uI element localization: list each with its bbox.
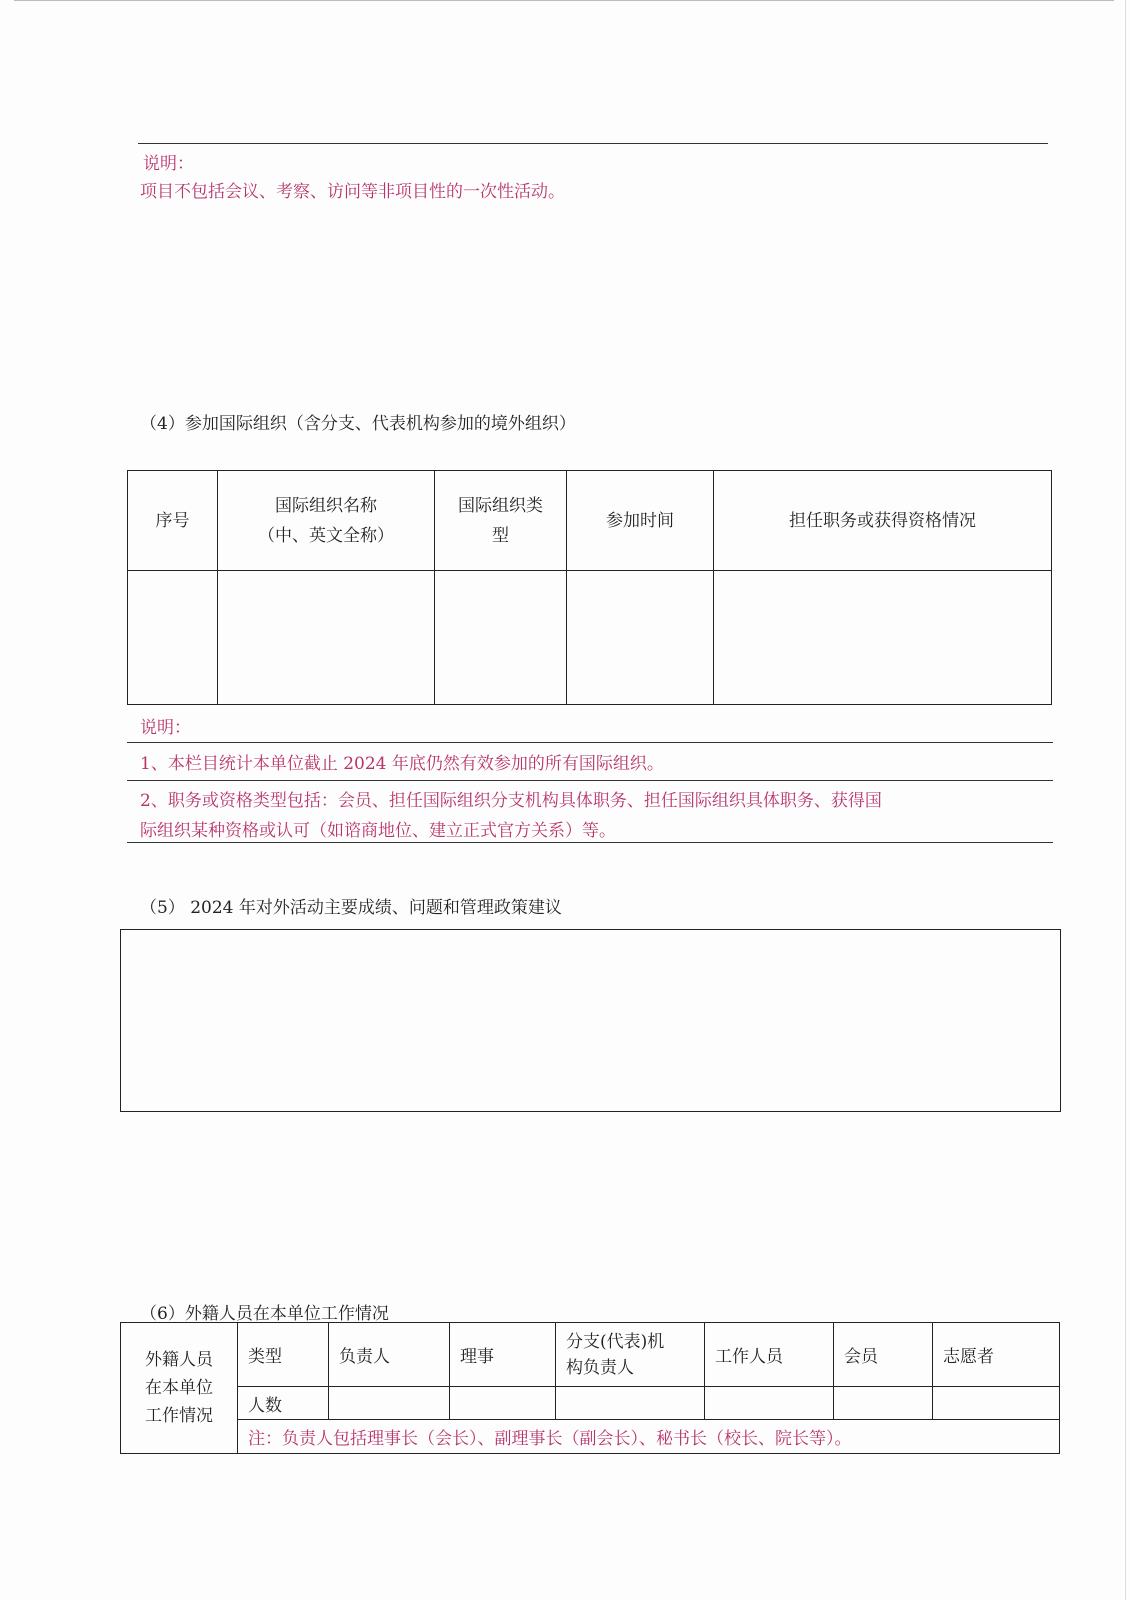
col-branch-leader: 分支(代表)机 构负责人	[556, 1323, 705, 1387]
foreign-staff-table	[120, 1322, 1060, 1454]
col-volunteer: 志愿者	[933, 1323, 1060, 1387]
col-director: 理事	[450, 1323, 556, 1387]
note1-text: 项目不包括会议、考察、访问等非项目性的一次性活动。	[140, 182, 565, 202]
col-staff: 工作人员	[705, 1323, 834, 1387]
section6-footnote: 注：负责人包括理事长（会长）、副理事长（副会长）、秘书长（校长、院长等）。	[238, 1420, 1060, 1454]
count-label: 人数	[238, 1387, 329, 1420]
col-join-time: 参加时间	[567, 471, 714, 571]
note2-item2a: 2、职务或资格类型包括：会员、担任国际组织分支机构具体职务、担任国际组织具体职务、获得国	[140, 791, 882, 811]
type-label: 类型	[238, 1323, 329, 1387]
table-cell	[933, 1387, 1060, 1420]
table-header-row	[128, 471, 1052, 571]
table-cell	[705, 1387, 834, 1420]
top-divider	[138, 143, 1048, 144]
table-cell	[567, 571, 714, 705]
note2-item1: 1、本栏目统计本单位截止 2024 年底仍然有效参加的所有国际组织。	[140, 754, 664, 774]
note2-divider-3	[127, 842, 1053, 843]
table-cell	[714, 571, 1052, 705]
col-org-type: 国际组织类 型	[435, 471, 567, 571]
table-cell	[435, 571, 567, 705]
international-org-table	[127, 470, 1052, 705]
note2-divider-2	[127, 780, 1053, 781]
table-cell	[329, 1387, 450, 1420]
section6-heading: （6）外籍人员在本单位工作情况	[140, 1304, 389, 1324]
table-cell	[450, 1387, 556, 1420]
foreign-staff-row-label: 外籍人员 在本单位 工作情况	[121, 1323, 238, 1454]
table-row	[128, 571, 1052, 705]
note2-item2b: 际组织某种资格或认可（如谘商地位、建立正式官方关系）等。	[140, 821, 616, 841]
table-cell	[834, 1387, 933, 1420]
col-position: 担任职务或获得资格情况	[714, 471, 1052, 571]
note2-label: 说明：	[140, 718, 191, 738]
table-row	[121, 1387, 1060, 1420]
note2-divider-1	[127, 742, 1053, 743]
col-member: 会员	[834, 1323, 933, 1387]
table-cell	[556, 1387, 705, 1420]
table-cell	[218, 571, 435, 705]
col-serial: 序号	[128, 471, 218, 571]
col-org-name: 国际组织名称 （中、英文全称）	[218, 471, 435, 571]
section5-heading: （5） 2024 年对外活动主要成绩、问题和管理政策建议	[140, 898, 562, 918]
section5-answer-box	[120, 929, 1061, 1112]
col-leader: 负责人	[329, 1323, 450, 1387]
section4-heading: （4）参加国际组织（含分支、代表机构参加的境外组织）	[140, 414, 576, 434]
scan-right-edge	[1125, 0, 1126, 1600]
table-row	[121, 1420, 1060, 1454]
table-cell	[128, 571, 218, 705]
note1-label: 说明：	[143, 154, 194, 174]
scan-top-edge	[14, 0, 1114, 1]
table-row	[121, 1323, 1060, 1387]
